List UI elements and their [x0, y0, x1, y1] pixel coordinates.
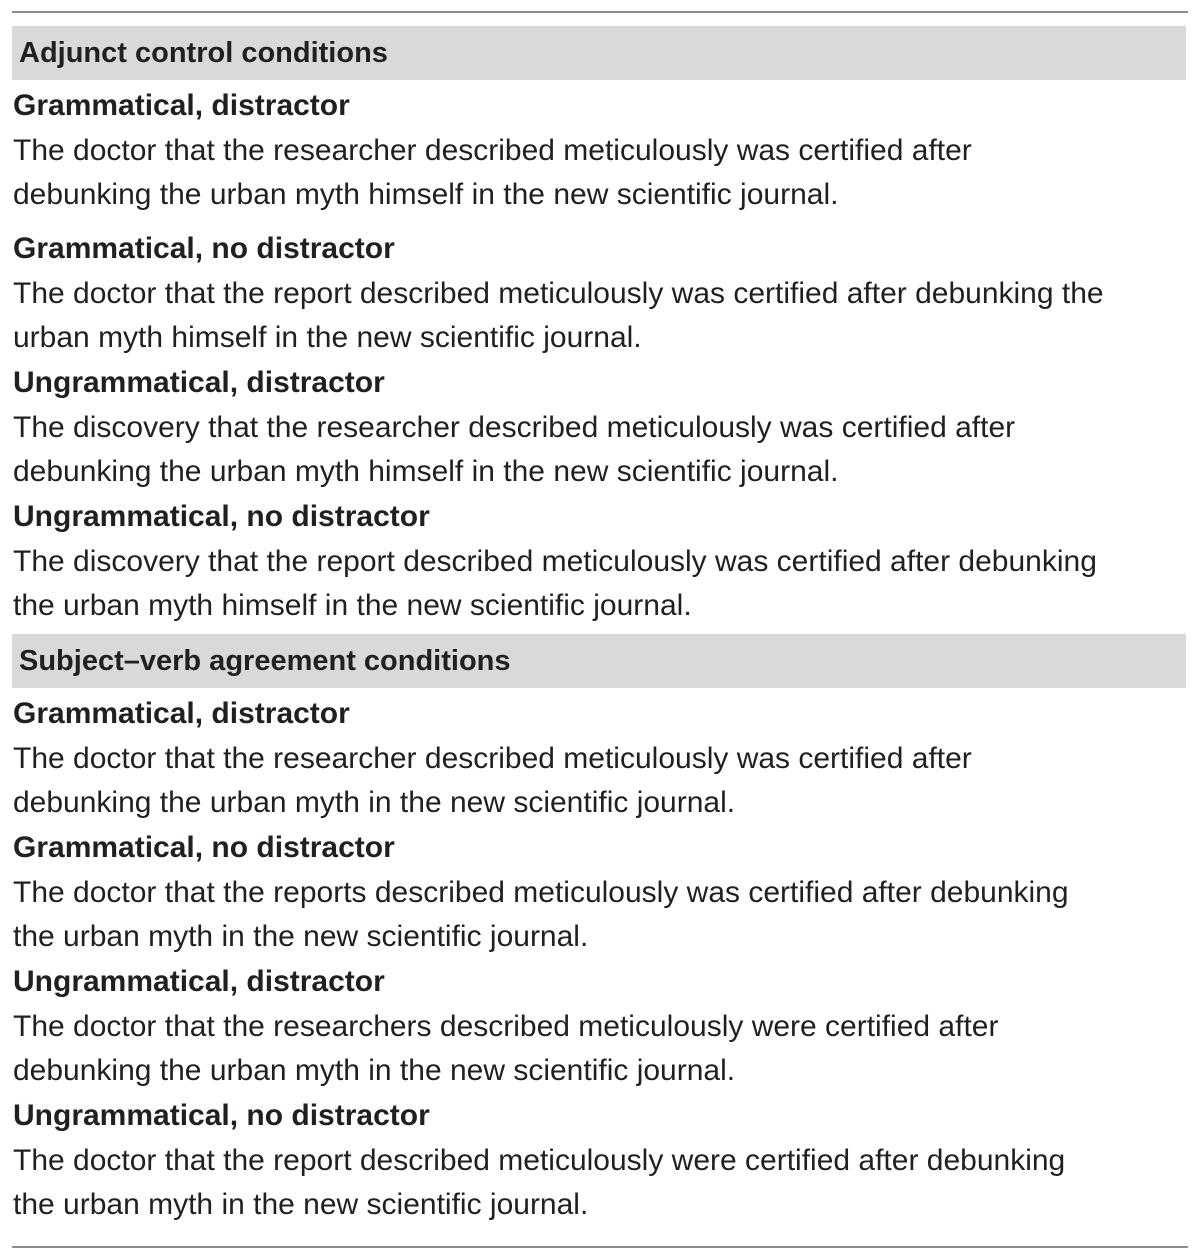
condition-label: Grammatical, no distractor	[13, 232, 395, 265]
condition-sentence: The doctor that the researchers described meticulously were certified after debunking the urban myth in the new scientific journal.	[13, 1010, 999, 1087]
condition-label: Grammatical, distractor	[13, 89, 350, 122]
condition-label: Grammatical, distractor	[13, 697, 350, 730]
condition-sentence: The doctor that the researcher described meticulously was certified after debunking the urban myth himself in the new scientific journal.	[13, 134, 972, 211]
section-title: Adjunct control conditions	[19, 37, 388, 69]
condition-sentence: The doctor that the reports described meticulously was certified after debunking the urban myth in the new scientific journal.	[13, 876, 1069, 953]
condition-sentence: The discovery that the report described meticulously was certified after debunking the urban myth himself in the new scientific journal.	[13, 545, 1097, 622]
condition-label: Ungrammatical, distractor	[13, 366, 385, 399]
condition-sentence: The doctor that the researcher described meticulously was certified after debunking the urban myth in the new scientific journal.	[13, 742, 972, 819]
section-header-adjunct-control	[12, 26, 1186, 80]
table-top-rule	[12, 11, 1188, 13]
condition-sentence: The doctor that the report described meticulously were certified after debunking the urban myth in the new scientific journal.	[13, 1144, 1066, 1221]
table-bottom-rule	[12, 1246, 1188, 1248]
condition-label: Ungrammatical, no distractor	[13, 500, 430, 533]
section-header-subject-verb-agreement	[12, 634, 1186, 688]
condition-label: Ungrammatical, no distractor	[13, 1099, 430, 1132]
condition-sentence: The doctor that the report described meticulously was certified after debunking the urban myth himself in the new scientific journal.	[13, 277, 1104, 354]
condition-sentence: The discovery that the researcher described meticulously was certified after debunking the urban myth himself in the new scientific journal.	[13, 411, 1016, 488]
condition-label: Ungrammatical, distractor	[13, 965, 385, 998]
condition-label: Grammatical, no distractor	[13, 831, 395, 864]
section-title: Subject–verb agreement conditions	[19, 645, 511, 677]
